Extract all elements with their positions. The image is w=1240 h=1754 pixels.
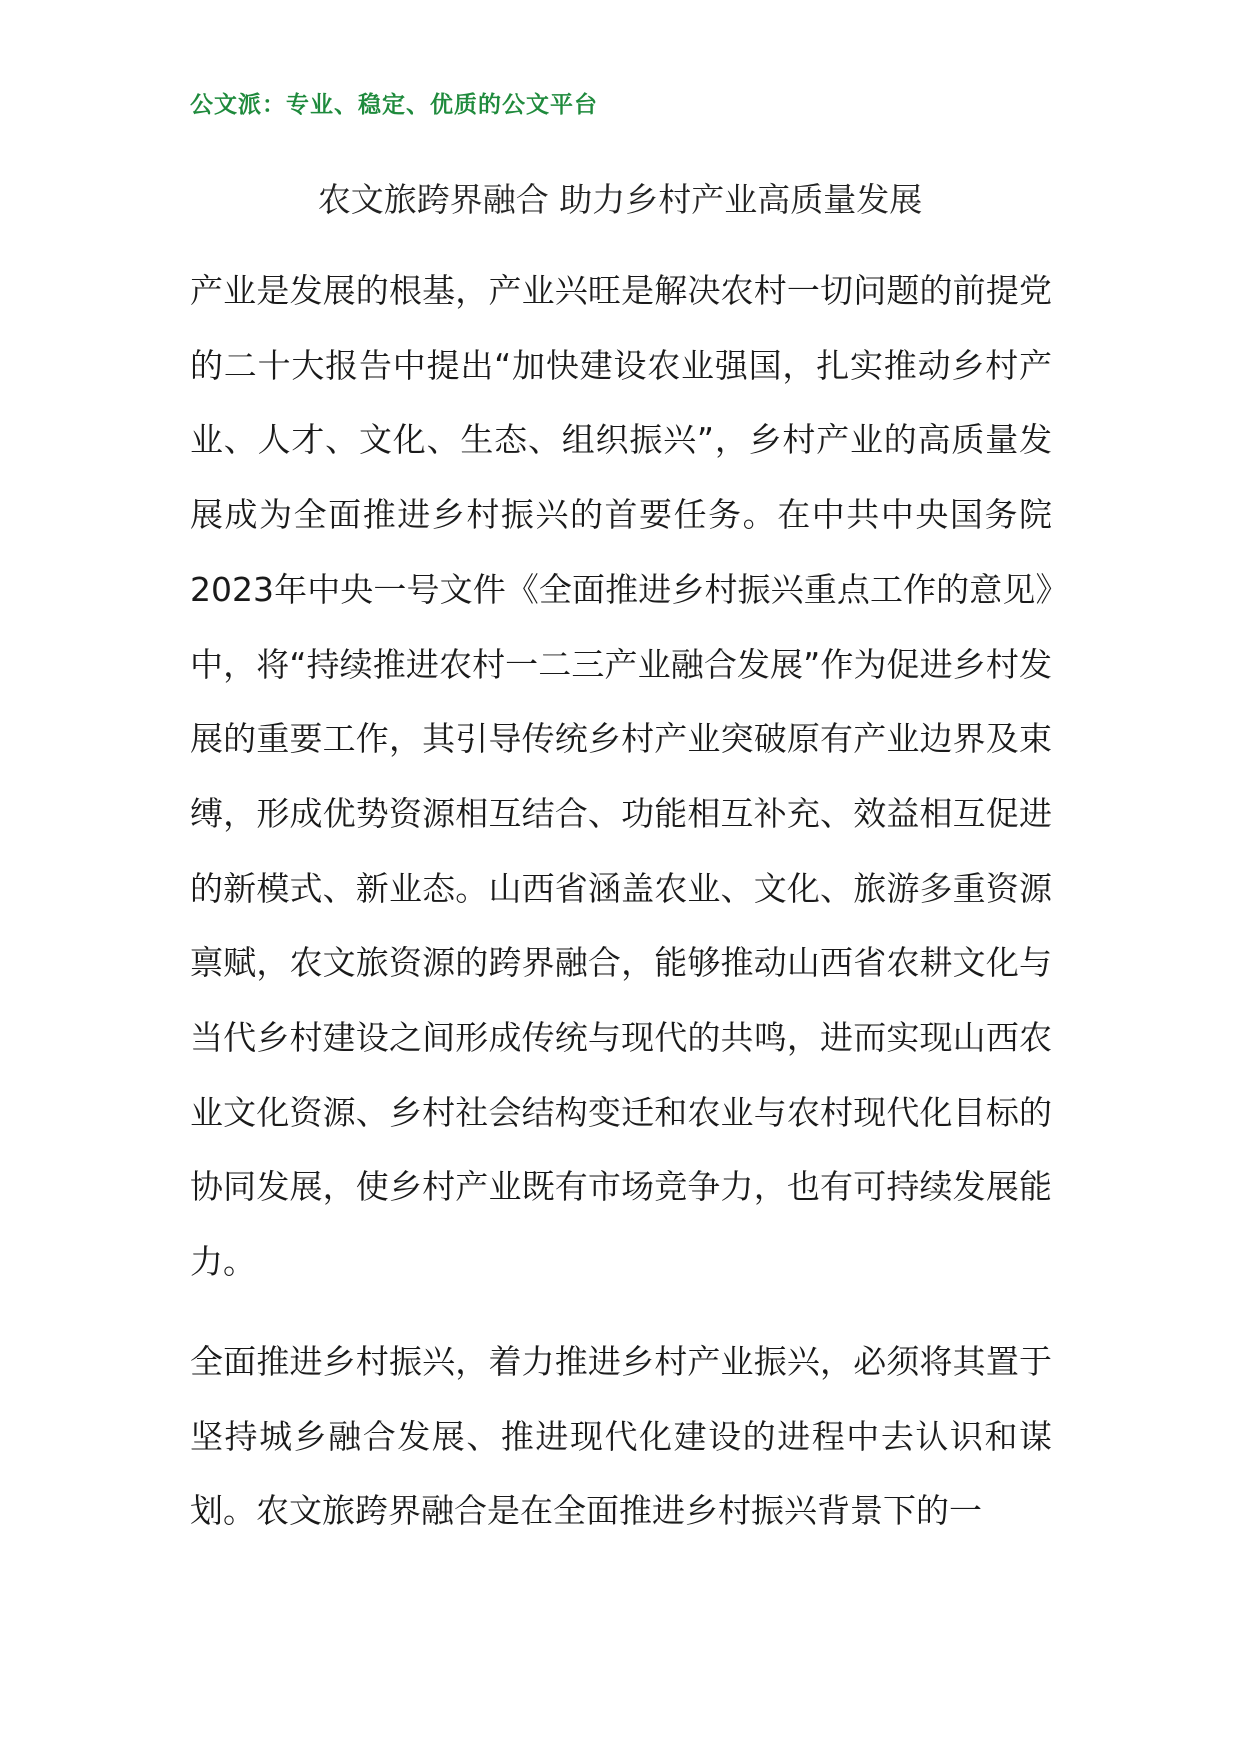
header-brand-text: 公文派：专业、稳定、优质的公文平台 <box>190 92 598 118</box>
body-paragraph-1: 产业是发展的根基，产业兴旺是解决农村一切问题的前提党的二十大报告中提出“加快建设农业强国，扎实推动乡村产业、人才、文化、生态、组织振兴”，乡村产业的高质量发展成为全面推进乡村振兴的首要任务。在中共中央国务院2023年中央一号文件《全面推进乡村振兴重点工作的意见》中，将“持续推进农村一二三产业融合发展”作为促进乡村发展的重要工作，其引导传统乡村产业突破原有产业边界及束缚，形成优势资源相互结合、功能相互补充、效益相互促进的新模式、新业态。山西省涵盖农业、文化、旅游多重资源禀赋，农文旅资源的跨界融合，能够推动山西省农耕文化与当代乡村建设之间形成传统与现代的共鸣，进而实现山西农业文化资源、乡村社会结构变迁和农业与农村现代化目标的协同发展，使乡村产业既有市场竞争力，也有可持续发展能力。 <box>190 271 1052 1282</box>
body-paragraph-2: 全面推进乡村振兴，着力推进乡村产业振兴，必须将其置于坚持城乡融合发展、推进现代化建设的进程中去认识和谋划。农文旅跨界融合是在全面推进乡村振兴背景下的一 <box>190 1342 1052 1531</box>
document-title: 农文旅跨界融合 助力乡村产业高质量发展 <box>317 180 923 219</box>
